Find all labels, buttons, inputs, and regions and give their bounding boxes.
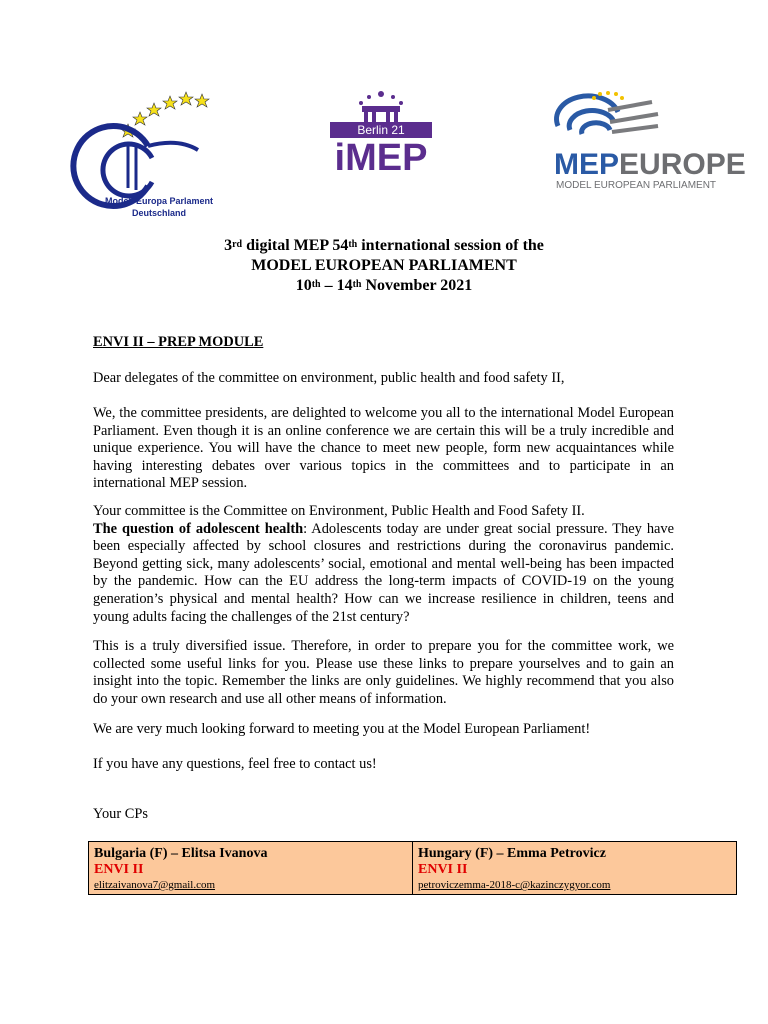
title-line-1: 3rd digital MEP 54th international session of the: [224, 237, 544, 254]
chair-cell: [413, 842, 737, 895]
table-row: [89, 842, 737, 895]
chair-name: Hungary (F) – Emma Petrovicz: [418, 846, 606, 861]
mep-de-caption-line1: Modell Europa Parlament: [104, 196, 214, 206]
chair-name: Bulgaria (F) – Elitsa Ivanova: [94, 846, 268, 861]
chairs-table: [88, 841, 737, 895]
chair-cell: [89, 842, 413, 895]
module-title: ENVI II – PREP MODULE: [93, 334, 264, 350]
session-title: [0, 236, 768, 296]
chair-committee: ENVI II: [94, 862, 144, 877]
chair-email-link[interactable]: petroviczemma-2018-c@kazinczygyor.com: [418, 879, 611, 891]
mepeurope-logo: [548, 88, 746, 194]
mepeurope-subtitle: MODEL EUROPEAN PARLIAMENT: [556, 180, 717, 191]
parliament-swirl-icon: [73, 126, 198, 206]
question-label: The question of adolescent health: [93, 520, 304, 537]
chair-committee: ENVI II: [418, 862, 468, 877]
question-text: The question of adolescent health: Adolescents today are under great social pressure. They have been especially affected by school closures and restrictions during the coronavirus pandemic. Beyond getting sick, many adolescents’ social, emotional and mental well-being has been impacted by the pandemic. How can the EU address the long-term impacts of COVID-19 on the young generation’s physical and mental health? How can we increase resilience in children, teens and young adults facing the challenges of the 21st century?: [93, 520, 674, 625]
greeting-paragraph: Dear delegates of the committee on environment, public health and food safety II,: [93, 370, 565, 386]
mep-de-caption-line2: Deutschland: [131, 208, 186, 218]
questions-paragraph: If you have any questions, feel free to contact us!: [93, 756, 377, 772]
title-line-3: 10th – 14th November 2021: [295, 277, 473, 294]
chair-email-link[interactable]: elitzaivanova7@gmail.com: [94, 879, 216, 891]
diversified-paragraph: This is a truly diversified issue. Therefore, in order to prepare you for the committee work, we collected some useful links for you. Please use these links to prepare yourselves and to gain an insight into the topic. Remember the links are only guidelines. We highly recommend that you also do your own research and use all other means of information.: [93, 638, 674, 707]
title-line-2: MODEL EUROPEAN PARLIAMENT: [251, 257, 517, 274]
imep-berlin-logo: [322, 88, 440, 179]
welcome-paragraph: We, the committee presidents, are delighted to welcome you all to the international Model European Parliament. Even though it is an online conference we are certain this will be a truly incredible and unique experience. You will have the chance to meet new people, form new acquaintances while having interesting debates over various topics in the committees and to participate in an international MEP session.: [93, 405, 674, 492]
mepeurope-name-a: MEP: [554, 148, 620, 181]
imep-name-label: iMEP: [334, 137, 428, 179]
imep-city-label: Berlin 21: [357, 123, 405, 137]
svg-text:MEPEUROPE: [554, 148, 746, 181]
committee-line: Your committee is the Committee on Environment, Public Health and Food Safety II.: [93, 503, 585, 519]
signoff: Your CPs: [93, 806, 148, 822]
parliament-hemicycle-icon: [557, 96, 658, 134]
mepeurope-name-b: EUROPE: [619, 148, 746, 181]
looking-forward-paragraph: We are very much looking forward to meeting you at the Model European Parliament!: [93, 721, 591, 737]
topic-paragraph: [93, 503, 674, 626]
